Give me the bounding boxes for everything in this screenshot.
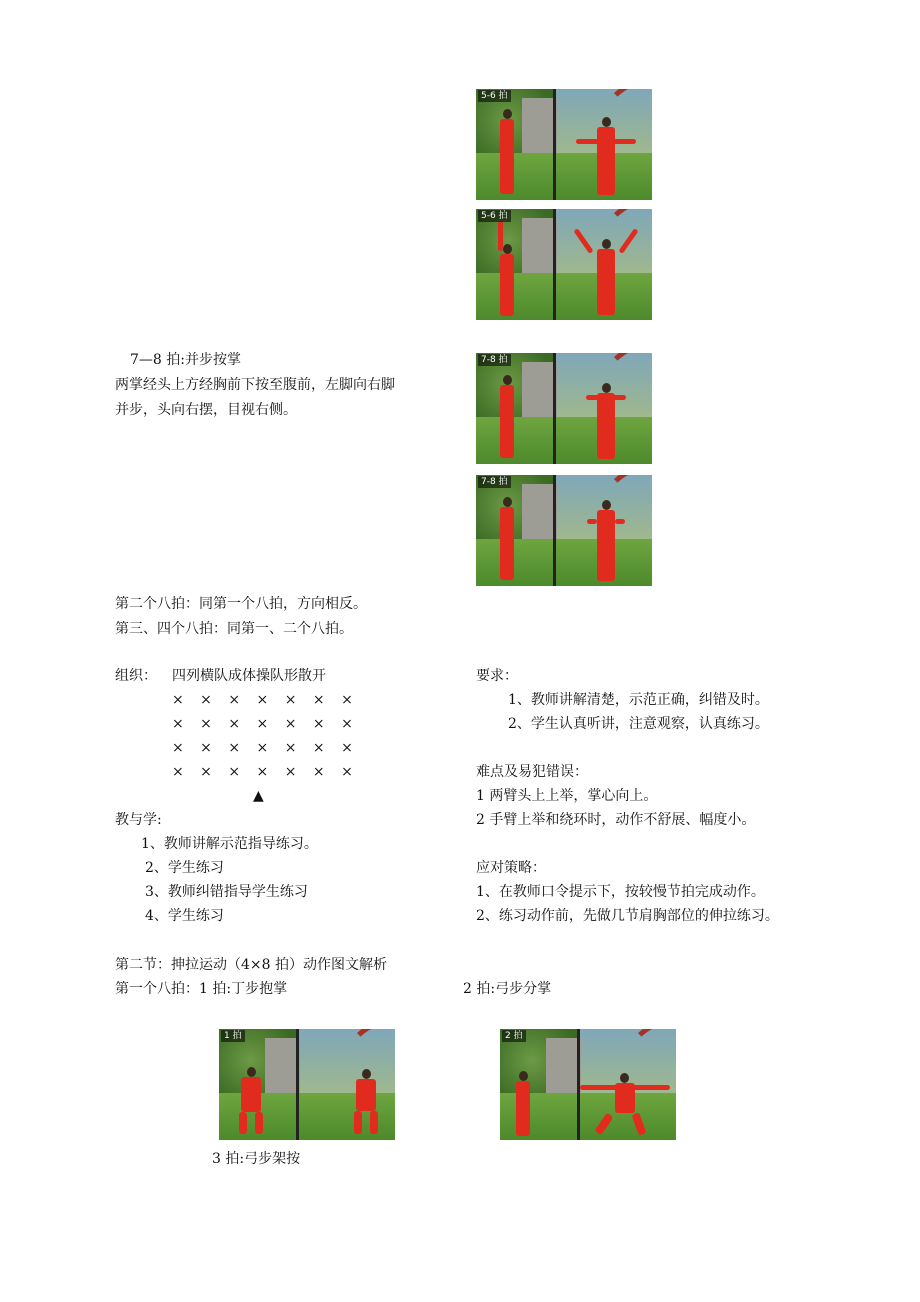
requirements-label: 要求： [476,668,518,684]
strategy-item: 2、练习动作前，先做几节肩胸部位的伸拉练习。 [476,908,779,924]
formation-row: × × × × × × × [172,740,359,756]
photo-beat-label: 5-6 拍 [478,90,511,102]
photo-beat-label: 5-6 拍 [478,210,511,222]
photo-beat-label: 2 拍 [502,1030,526,1042]
exercise-photo-7-8-a [476,353,652,464]
teaching-item: 3、教师纠错指导学生练习 [145,884,308,900]
teaching-label: 教与学: [115,812,162,828]
requirement-item: 1、教师讲解清楚，示范正确，纠错及时。 [508,692,769,708]
difficulty-item: 1 两臂头上上举，掌心向上。 [476,788,658,804]
photo-beat-label: 7-8 拍 [478,354,511,366]
step-7-8-desc-line1: 两掌经头上方经胸前下按至腹前，左脚向右脚 [115,377,395,393]
teaching-item: 4、学生练习 [145,908,224,924]
difficulty-item: 2 手臂上举和绕环时，动作不舒展、幅度小。 [476,812,756,828]
section-2-title: 第二节：抻拉运动（4×8 拍）动作图文解析 [115,957,387,973]
exercise-photo-5-6-a [476,89,652,200]
photo-beat-label: 1 拍 [221,1030,245,1042]
teaching-item: 1、教师讲解示范指导练习。 [141,836,318,852]
formation-row: × × × × × × × [172,716,359,732]
organization-text: 四列横队成体操队形散开 [172,668,326,684]
exercise-photo-beat-2 [500,1029,676,1140]
organization-label: 组织： [115,668,157,684]
exercise-photo-beat-1 [219,1029,395,1140]
step-7-8-title: 7—8 拍:并步按掌 [130,352,241,368]
strategies-label: 应对策略： [476,860,546,876]
formation-row: × × × × × × × [172,692,359,708]
requirement-item: 2、学生认真听讲，注意观察，认真练习。 [508,716,769,732]
exercise-photo-5-6-b [476,209,652,320]
section-2-beat-2: 2 拍:弓步分掌 [463,981,552,997]
section-2-beat-1: 第一个八拍：1 拍:丁步抱掌 [115,981,288,997]
photo-beat-label: 7-8 拍 [478,476,511,488]
second-eight-beats: 第二个八拍：同第一个八拍，方向相反。 [115,596,367,612]
strategy-item: 1、在教师口令提示下，按较慢节拍完成动作。 [476,884,765,900]
teacher-position-marker: ▲ [253,788,264,804]
section-2-beat-3: 3 拍:弓步架按 [212,1151,301,1167]
third-fourth-eight-beats: 第三、四个八拍：同第一、二个八拍。 [115,621,353,637]
exercise-photo-7-8-b [476,475,652,586]
difficulties-label: 难点及易犯错误： [476,764,588,780]
step-7-8-desc-line2: 并步，头向右摆，目视右侧。 [115,402,297,418]
teaching-item: 2、学生练习 [145,860,224,876]
formation-row: × × × × × × × [172,764,359,780]
